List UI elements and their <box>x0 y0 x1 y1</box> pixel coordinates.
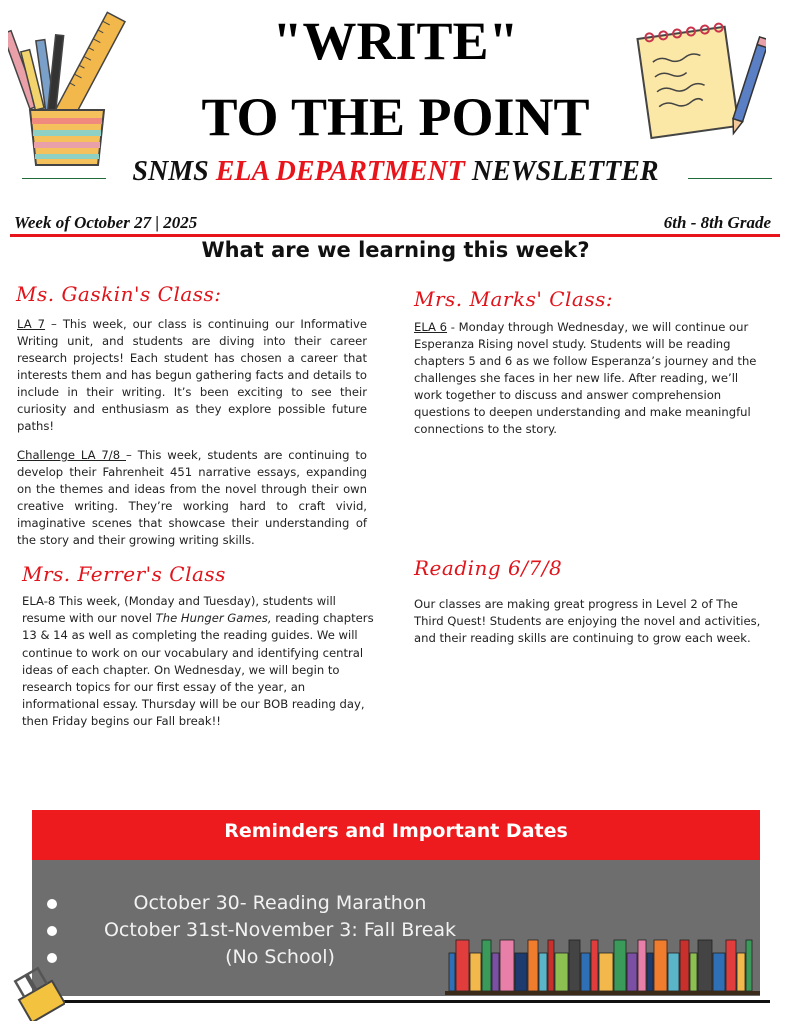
la7-label: LA 7 <box>17 317 46 331</box>
marks-heading: Mrs. Marks' Class: <box>414 287 614 311</box>
title-line-1: "WRITE" <box>272 11 519 71</box>
bullet-1 <box>47 899 57 909</box>
ferrer-paragraph: ELA-8 This week, (Monday and Tuesday), students will resume with our novel The Hunger Games, reading chapters 13 & 14 as well as completing the reading guides. We will continue to work on our vocabulary and identifying central ideas of each chapter. On Wednesday, we will begin to research topics for our first essay of the year, an informational essay. Thursday will be our BOB reading day, then Friday begins our Fall break!! <box>22 594 374 729</box>
week-date: Week of October 27 | 2025 <box>14 213 198 232</box>
bullet-3 <box>47 953 57 963</box>
bookshelf-icon <box>445 925 760 995</box>
subtitle-department: ELA DEPARTMENT <box>215 156 465 187</box>
grade-range: 6th - 8th Grade <box>663 213 771 232</box>
reminder-item: (No School) <box>225 946 335 968</box>
section-question: What are we learning this week? <box>201 238 590 262</box>
marks-paragraph: ELA 6 - Monday through Wednesday, we will continue our Esperanza Rising novel study. Students will be reading chapters 5 and 6 as we follow Esperanza’s journey and the challenges she faces in her new life. After reading, we’ll work together to discuss and answer comprehension questions to deepen understanding and make meaningful connections to the story. <box>414 320 757 436</box>
gaskin-challenge-paragraph: Challenge LA 7/8 – This week, students are continuing to develop their Fahrenheit 451 narrative essays, expanding on the themes and ideas from the novel through their own creative writing. They’re working hard to craft vivid, imaginative scenes that showcase their understanding of the story and their growing writing skills. <box>17 448 368 547</box>
bottom-rule <box>32 1000 770 1003</box>
reminder-item: October 31st-November 3: Fall Break <box>103 919 457 941</box>
reading-paragraph: Our classes are making great progress in Level 2 of The Third Quest! Students are enjoying the novel and activities, and their reading skills are continuing to grow each week. <box>414 597 761 645</box>
hunger-games-title: The Hunger Games, <box>155 611 272 626</box>
header-rule <box>10 234 780 237</box>
reminders-title: Reminders and Important Dates <box>32 810 760 860</box>
title-line-2: TO THE POINT <box>201 87 590 147</box>
bullet-2 <box>47 926 57 936</box>
ela6-label: ELA 6 <box>414 320 448 334</box>
challenge-label: Challenge LA 7/8 <box>17 448 126 462</box>
left-divider <box>22 178 106 179</box>
gaskin-heading: Ms. Gaskin's Class: <box>16 282 222 306</box>
ferrer-heading: Mrs. Ferrer's Class <box>22 562 226 586</box>
gaskin-la7-paragraph: LA 7 – This week, our class is continuing our Informative Writing unit, and students are diving into their career research projects! Each student has chosen a career that interests them and has begun gathering facts and details to include in their writing. It’s been exciting to see their curiosity and enthusiasm as they explore possible future paths! <box>17 317 368 433</box>
binder-clip-icon <box>10 966 65 1021</box>
newsletter-subtitle <box>0 152 791 192</box>
subtitle-newsletter: NEWSLETTER <box>464 156 659 187</box>
reminder-item: October 30- Reading Marathon <box>133 892 427 914</box>
reading-heading: Reading 6/7/8 <box>414 556 563 580</box>
right-divider <box>688 178 772 179</box>
subtitle-school: SNMS <box>132 156 216 187</box>
